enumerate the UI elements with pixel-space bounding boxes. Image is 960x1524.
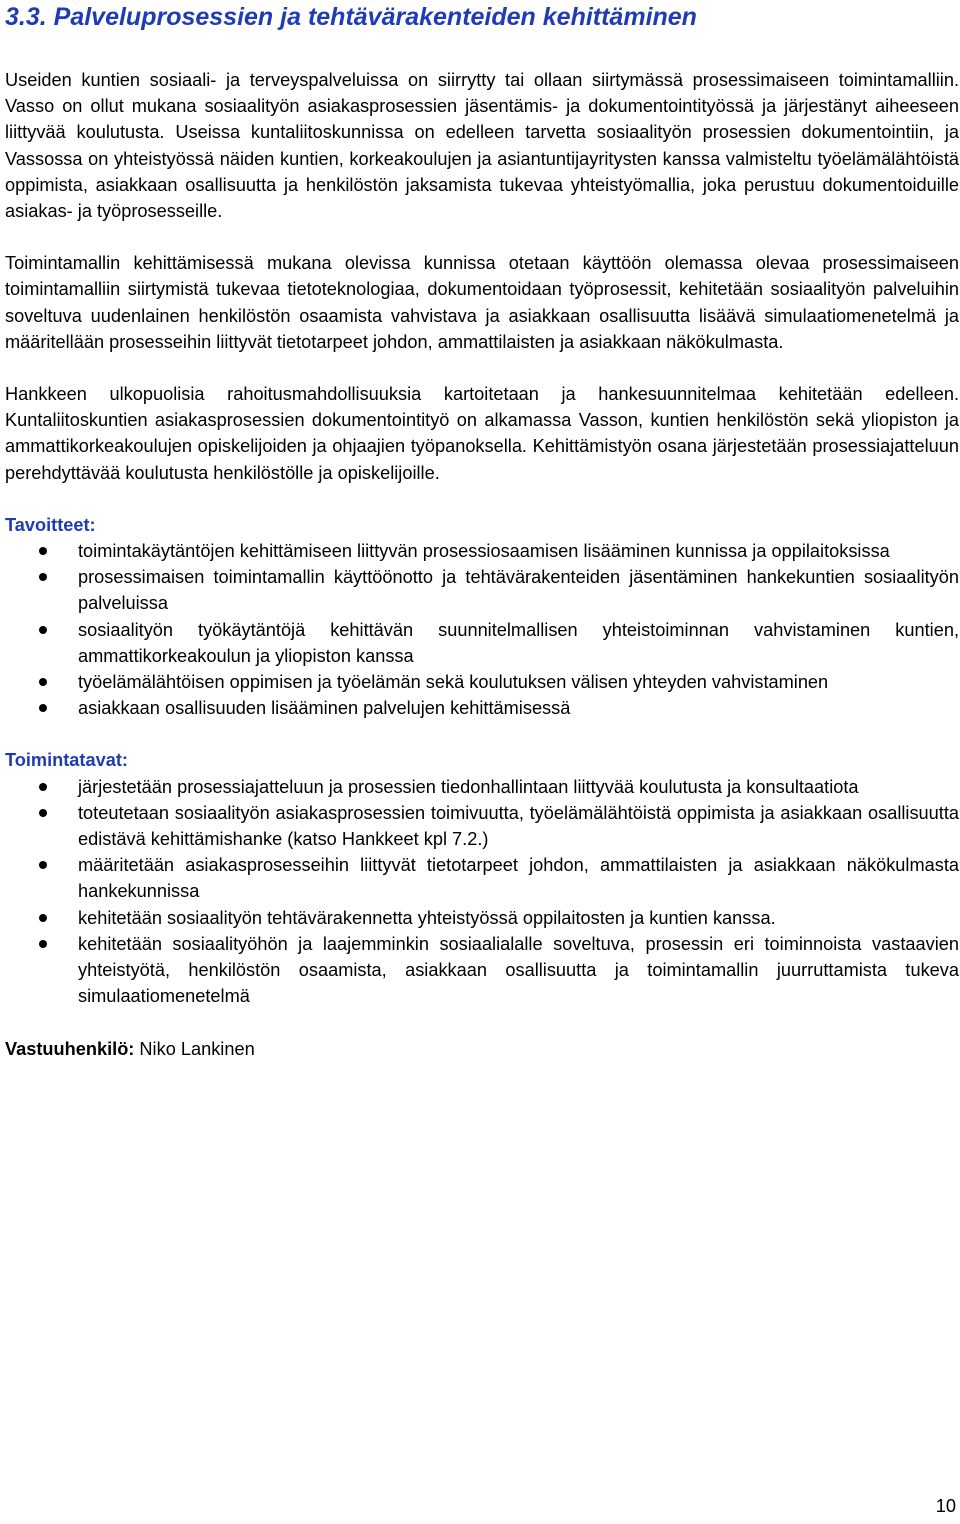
bullet-icon xyxy=(39,940,47,948)
section-heading: 3.3. Palveluprosessien ja tehtävärakenteiden kehittäminen xyxy=(5,3,697,31)
responsible-person xyxy=(5,1036,959,1062)
bullet-icon xyxy=(39,626,47,634)
page-number: 10 xyxy=(935,1496,956,1516)
paragraph-intro: Useiden kuntien sosiaali- ja terveyspalveluissa on siirrytty tai ollaan siirtymässä prosessimaiseen toimintamalliin. Vasso on ollut mukana sosiaalityön asiakasprosessien jäsentämis- ja dokumentointityössä ja järjestänyt aiheeseen liittyvää koulutusta. Useissa kuntaliitoskunnissa on edelleen tarvetta sosiaalityön prosessien dokumentointiin, ja Vassossa on yhteistyössä näiden kuntien, korkeakoulujen ja asiantuntijayritysten kanssa valmisteltu työelämälähtöistä oppimista, asiakkaan osallisuutta ja henkilöstön jaksamista tukevaa yhteistyömallia, joka perustuu dokumentoiduille asiakas- ja työprosesseille. xyxy=(5,70,959,222)
goal-item xyxy=(5,669,959,695)
method-text: määritetään asiakasprosesseihin liittyvät tietotarpeet johdon, ammattilaisten ja asiakkaan näkökulmasta hankekunnissa xyxy=(78,855,959,902)
bullet-icon xyxy=(39,861,47,869)
methods-title: Toimintatavat: xyxy=(5,750,128,771)
method-item xyxy=(5,852,959,904)
goal-text: asiakkaan osallisuuden lisääminen palvelujen kehittämisessä xyxy=(78,698,571,719)
method-item xyxy=(5,905,959,931)
goal-text: toimintakäytäntöjen kehittämiseen liittyvän prosessiosaamisen lisääminen kunnissa ja oppilaitoksissa xyxy=(78,541,890,562)
method-text: järjestetään prosessiajatteluun ja prosessien tiedonhallintaan liittyvää koulutusta ja konsultaatiota xyxy=(78,776,859,797)
bullet-icon xyxy=(39,547,47,555)
goal-item xyxy=(5,538,959,564)
bullet-icon xyxy=(39,573,47,581)
paragraph-toimintamalli: Toimintamallin kehittämisessä mukana olevissa kunnissa otetaan käyttöön olemassa olevaa prosessimaiseen toimintamalliin siirtymistä tukevaa tietoteknologiaa, dokumentoidaan työprosessit, kehitetään sosiaalityön palveluihin soveltuva uudenlainen henkilöstön osaamista vahvistava ja asiakkaan osallisuutta lisäävä simulaatiomenetelmä ja määritellään prosesseihin liittyvät tietotarpeet johdon, ammattilaisten ja asiakkaan näkökulmasta. xyxy=(5,253,959,352)
goal-text: työelämälähtöisen oppimisen ja työelämän sekä koulutuksen välisen yhteyden vahvistaminen xyxy=(78,672,829,693)
method-text: toteutetaan sosiaalityön asiakasprosessien toimivuutta, työelämälähtöistä oppimista ja asiakkaan osallisuutta edistävä kehittämishanke (katso Hankkeet kpl 7.2.) xyxy=(78,802,959,850)
method-text: kehitetään sosiaalityöhön ja laajemminkin sosiaalialalle soveltuva, prosessin eri toiminnoista vastaavien yhteistyötä, henkilöstön osaamista, asiakkaan osallisuutta ja toimintamallin juurruttamista tukeva simulaatiomenetelmä xyxy=(78,933,959,1007)
bullet-icon xyxy=(39,704,47,712)
bullet-icon xyxy=(39,914,47,922)
goal-text: prosessimaisen toimintamallin käyttöönotto ja tehtävärakenteiden jäsentäminen hankekuntien sosiaalityön palveluissa xyxy=(78,567,959,614)
bullet-icon xyxy=(39,783,47,791)
bullet-icon xyxy=(39,809,47,817)
method-item xyxy=(5,931,959,1010)
method-text: kehitetään sosiaalityön tehtävärakennetta yhteistyössä oppilaitosten ja kuntien kanssa. xyxy=(78,907,776,928)
method-item xyxy=(5,774,959,800)
methods-list xyxy=(5,774,959,1010)
document-page xyxy=(5,0,959,1062)
goals-list xyxy=(5,538,959,721)
method-item xyxy=(5,800,959,852)
goals-title: Tavoitteet: xyxy=(5,514,96,535)
responsible-name: Niko Lankinen xyxy=(139,1038,255,1059)
responsible-label: Vastuuhenkilö: xyxy=(5,1038,135,1059)
bullet-icon xyxy=(39,678,47,686)
goal-text: sosiaalityön työkäytäntöjä kehittävän suunnitelmallisen yhteistoiminnan vahvistaminen kuntien, ammattikorkeakoulun ja yliopiston kanssa xyxy=(78,619,959,666)
goal-item xyxy=(5,617,959,669)
goal-item xyxy=(5,564,959,616)
paragraph-rahoitus: Hankkeen ulkopuolisia rahoitusmahdollisuuksia kartoitetaan ja hankesuunnitelmaa kehitetään edelleen. Kuntaliitoskuntien asiakasprosessien dokumentointityö on alkamassa Vasson, kuntien henkilöstön sekä yliopiston ja ammattikorkeakoulujen opiskelijoiden ja ohjaajien työpanoksella. Kehittämistyön osana järjestetään prosessiajatteluun perehdyttävää koulutusta henkilöstölle ja opiskelijoille. xyxy=(5,384,959,483)
goal-item xyxy=(5,695,959,721)
